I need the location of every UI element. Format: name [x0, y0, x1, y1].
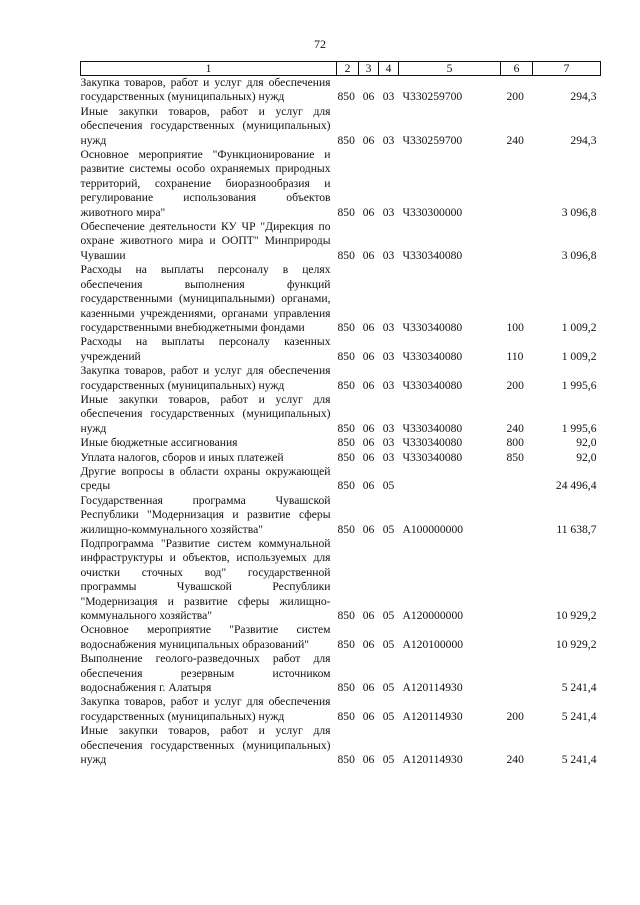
row-section: 06	[362, 681, 375, 695]
row-amount: 1 995,6	[561, 378, 597, 392]
row-amount: 1 009,2	[561, 320, 597, 334]
row-target-article: Ч330340080	[402, 378, 463, 392]
row-subsection: 03	[382, 90, 395, 104]
row-expense-type: 240	[506, 753, 524, 767]
row-subsection: 03	[382, 248, 395, 262]
row-expense-type: 800	[506, 436, 524, 450]
row-expense-type: 100	[506, 320, 524, 334]
row-admin-code: 850	[337, 248, 355, 262]
row-description: Иные бюджетные ассигнования	[80, 436, 238, 450]
row-subsection: 03	[382, 421, 395, 435]
row-amount: 92,0	[576, 436, 597, 450]
row-admin-code: 850	[337, 90, 355, 104]
row-admin-code: 850	[337, 378, 355, 392]
table-row	[81, 105, 601, 148]
table-row	[81, 393, 601, 436]
row-description: Основное мероприятие "Развитие систем водоснабжения муниципальных образований"	[80, 623, 331, 651]
row-section: 06	[362, 248, 375, 262]
row-subsection: 03	[382, 133, 395, 147]
row-section: 06	[362, 378, 375, 392]
row-amount: 5 241,4	[561, 681, 597, 695]
row-description: Закупка товаров, работ и услуг для обеспечения государственных (муниципальных) нужд	[80, 76, 331, 104]
row-admin-code: 850	[337, 681, 355, 695]
row-target-article: Ч330340080	[402, 421, 463, 435]
row-amount: 294,3	[570, 133, 597, 147]
row-section: 06	[362, 320, 375, 334]
row-target-article: Ч330259700	[402, 90, 463, 104]
row-expense-type	[501, 623, 533, 652]
table-row	[81, 465, 601, 494]
row-subsection: 03	[382, 349, 395, 363]
row-target-article: Ч330340080	[402, 320, 463, 334]
row-expense-type: 200	[506, 378, 524, 392]
row-target-article: Ч330300000	[402, 205, 463, 219]
row-description: Иные закупки товаров, работ и услуг для обеспечения государственных (муниципальных) нужд	[80, 392, 331, 435]
row-admin-code: 850	[337, 753, 355, 767]
header-col-3: 3	[359, 62, 379, 76]
row-admin-code: 850	[337, 450, 355, 464]
row-description: Подпрограмма "Развитие систем коммунальной инфраструктуры и объектов, используемых для очистки сточных вод" государственной программы Чувашской Республики "Модернизация и развитие сферы жилищно-коммунального хозяйства"	[80, 537, 331, 623]
row-subsection: 03	[382, 450, 395, 464]
page-number: 72	[314, 37, 326, 51]
header-col-6: 6	[501, 62, 533, 76]
row-target-article: А120000000	[402, 609, 464, 623]
row-target-article: А100000000	[402, 522, 464, 536]
row-subsection: 05	[382, 522, 395, 536]
row-admin-code: 850	[337, 421, 355, 435]
row-amount: 10 929,2	[555, 609, 597, 623]
row-description: Закупка товаров, работ и услуг для обеспечения государственных (муниципальных) нужд	[80, 695, 331, 723]
row-target-article: Ч330340080	[402, 450, 463, 464]
row-amount: 1 995,6	[561, 421, 597, 435]
row-subsection: 03	[382, 436, 395, 450]
table-row	[81, 364, 601, 393]
row-expense-type	[501, 148, 533, 220]
row-expense-type: 850	[506, 450, 524, 464]
table-row	[81, 724, 601, 767]
row-admin-code: 850	[337, 479, 355, 493]
row-target-article	[399, 465, 501, 494]
row-admin-code: 850	[337, 709, 355, 723]
row-admin-code: 850	[337, 133, 355, 147]
table-row	[81, 76, 601, 105]
row-target-article: А120114930	[402, 709, 463, 723]
row-amount: 3 096,8	[561, 205, 597, 219]
row-section: 06	[362, 349, 375, 363]
row-amount: 5 241,4	[561, 753, 597, 767]
row-admin-code: 850	[337, 349, 355, 363]
header-col-4: 4	[379, 62, 399, 76]
table-row	[81, 695, 601, 724]
row-amount: 3 096,8	[561, 248, 597, 262]
row-subsection: 03	[382, 205, 395, 219]
row-description: Уплата налогов, сборов и иных платежей	[80, 450, 284, 464]
row-expense-type	[501, 537, 533, 623]
row-amount: 10 929,2	[555, 637, 597, 651]
header-col-7: 7	[533, 62, 601, 76]
row-amount: 24 496,4	[555, 479, 597, 493]
row-admin-code: 850	[337, 205, 355, 219]
table-row	[81, 148, 601, 220]
row-subsection: 05	[382, 681, 395, 695]
row-target-article: А120100000	[402, 637, 464, 651]
header-row	[81, 62, 601, 76]
row-section: 06	[362, 522, 375, 536]
row-expense-type	[501, 652, 533, 695]
table-row	[81, 220, 601, 263]
row-target-article: Ч330340080	[402, 349, 463, 363]
row-section: 06	[362, 133, 375, 147]
header-col-2: 2	[337, 62, 359, 76]
row-target-article: А120114930	[402, 681, 463, 695]
row-expense-type: 200	[506, 709, 524, 723]
row-subsection: 05	[382, 709, 395, 723]
row-section: 06	[362, 421, 375, 435]
row-target-article: Ч330340080	[402, 436, 463, 450]
table-row	[81, 451, 601, 465]
row-description: Основное мероприятие "Функционирование и развитие системы особо охраняемых природных территорий, сохранение биоразнообразия и регулирование использования объектов животного мира"	[80, 148, 331, 219]
row-description: Иные закупки товаров, работ и услуг для обеспечения государственных (муниципальных) нужд	[80, 724, 331, 767]
row-expense-type: 200	[506, 90, 524, 104]
row-subsection: 03	[382, 378, 395, 392]
table-row	[81, 652, 601, 695]
table-row	[81, 537, 601, 623]
row-target-article: Ч330340080	[402, 248, 463, 262]
row-section: 06	[362, 436, 375, 450]
row-subsection: 05	[382, 637, 395, 651]
row-admin-code: 850	[337, 637, 355, 651]
table-row	[81, 263, 601, 335]
header-col-1: 1	[81, 62, 337, 76]
row-subsection: 05	[382, 753, 395, 767]
row-description: Государственная программа Чувашской Республики "Модернизация и развитие сферы жилищно-коммунального хозяйства"	[80, 493, 331, 536]
row-description: Другие вопросы в области охраны окружающей среды	[80, 464, 331, 493]
budget-table	[80, 61, 601, 768]
table-body	[81, 76, 601, 768]
row-admin-code: 850	[337, 522, 355, 536]
row-section: 06	[362, 609, 375, 623]
row-amount: 11 638,7	[556, 522, 597, 536]
row-description: Иные закупки товаров, работ и услуг для обеспечения государственных (муниципальных) нужд	[80, 104, 331, 147]
row-expense-type	[501, 494, 533, 537]
row-section: 06	[362, 205, 375, 219]
row-description: Закупка товаров, работ и услуг для обеспечения государственных (муниципальных) нужд	[80, 364, 331, 392]
table-row	[81, 494, 601, 537]
row-section: 06	[362, 450, 375, 464]
row-amount: 1 009,2	[561, 349, 597, 363]
row-amount: 92,0	[576, 450, 597, 464]
row-admin-code: 850	[337, 320, 355, 334]
row-target-article: А120114930	[402, 753, 463, 767]
row-section: 06	[362, 709, 375, 723]
row-section: 06	[362, 479, 375, 493]
row-target-article: Ч330259700	[402, 133, 463, 147]
row-description: Расходы на выплаты персоналу казенных учреждений	[80, 335, 331, 363]
row-expense-type: 240	[506, 133, 524, 147]
header-col-5: 5	[399, 62, 501, 76]
table-header	[81, 62, 601, 76]
table-row	[81, 335, 601, 364]
row-expense-type: 240	[506, 421, 524, 435]
row-admin-code: 850	[337, 609, 355, 623]
row-section: 06	[362, 90, 375, 104]
row-subsection: 05	[382, 609, 395, 623]
row-description: Выполнение геолого-разведочных работ для обеспечения резервным источником водоснабжения г. Алатыря	[80, 652, 331, 695]
row-amount: 294,3	[570, 90, 597, 104]
row-expense-type: 110	[506, 349, 524, 363]
row-subsection: 05	[382, 479, 395, 493]
table-row	[81, 436, 601, 450]
row-expense-type	[501, 465, 533, 494]
row-expense-type	[501, 220, 533, 263]
row-description: Расходы на выплаты персоналу в целях обеспечения выполнения функций государственными (муниципальными) органами, казенными учреждениями, органами управления государственными внебюджетными фондами	[80, 263, 331, 334]
row-admin-code: 850	[337, 436, 355, 450]
row-subsection: 03	[382, 320, 395, 334]
row-description: Обеспечение деятельности КУ ЧР "Дирекция по охране животного мира и ООПТ" Минприроды Чувашии	[80, 220, 331, 262]
row-amount: 5 241,4	[561, 709, 597, 723]
table-row	[81, 623, 601, 652]
row-section: 06	[362, 637, 375, 651]
row-section: 06	[362, 753, 375, 767]
